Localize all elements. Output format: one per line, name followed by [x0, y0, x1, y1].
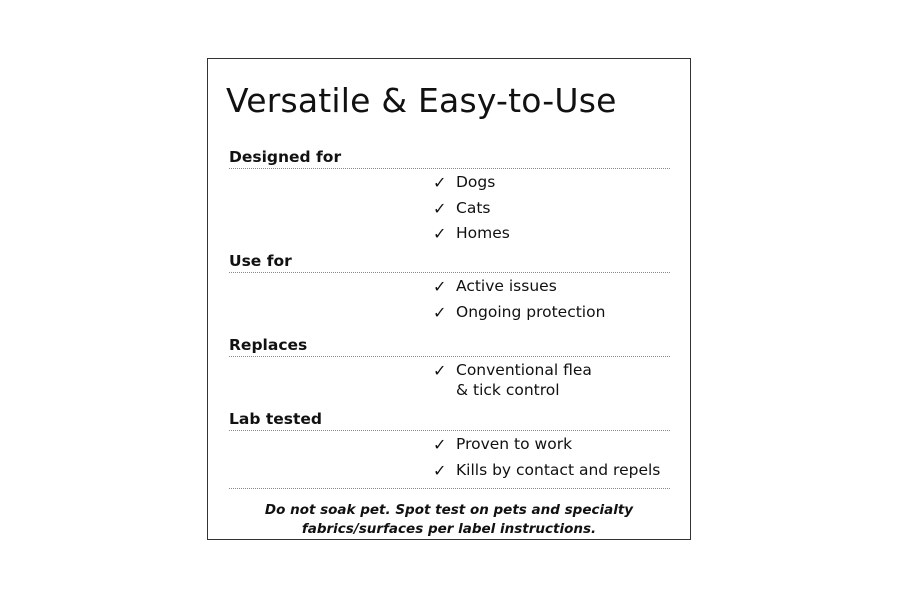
disclaimer-line-2: fabrics/surfaces per label instructions. [301, 520, 597, 537]
list-item [433, 224, 670, 250]
checkmark-icon: ✓ [433, 302, 447, 322]
list-item [433, 173, 670, 199]
section-label: Lab tested [229, 409, 670, 431]
list-item [433, 199, 670, 225]
section-replaces [229, 335, 670, 400]
item-label: Kills by contact and repels [456, 460, 661, 479]
disclaimer-line-1: Do not soak pet. Spot test on pets and specialty [264, 502, 634, 518]
disclaimer [218, 501, 680, 538]
section-label: Use for [229, 251, 670, 273]
item-label: Ongoing protection [456, 302, 606, 321]
list-item [433, 277, 670, 303]
feature-panel [207, 58, 691, 540]
item-list [433, 173, 670, 250]
item-list [433, 277, 670, 328]
item-label: Dogs [456, 173, 496, 191]
item-label: Proven to work [456, 435, 573, 453]
checkmark-icon: ✓ [433, 361, 447, 380]
item-label: Homes [456, 224, 510, 242]
list-item [433, 303, 670, 329]
list-item [433, 435, 670, 461]
checkmark-icon: ✓ [433, 277, 447, 296]
item-list [433, 435, 670, 486]
panel-title: Versatile & Easy-to-Use [226, 81, 617, 120]
checkmark-icon: ✓ [433, 435, 447, 454]
section-use-for [229, 251, 670, 328]
checkmark-icon: ✓ [433, 198, 447, 218]
section-designed-for [229, 147, 670, 250]
section-lab-tested [229, 409, 670, 486]
item-label: Conventional flea & tick control [456, 361, 592, 399]
list-item [433, 461, 670, 487]
item-list [433, 361, 670, 400]
footer-divider [229, 488, 670, 489]
section-label: Designed for [229, 147, 670, 169]
item-label: Cats [456, 198, 491, 217]
list-item [433, 361, 670, 400]
item-label: Active issues [456, 277, 557, 295]
checkmark-icon: ✓ [433, 224, 447, 243]
section-label: Replaces [229, 335, 670, 357]
checkmark-icon: ✓ [433, 460, 447, 480]
checkmark-icon: ✓ [433, 173, 447, 192]
